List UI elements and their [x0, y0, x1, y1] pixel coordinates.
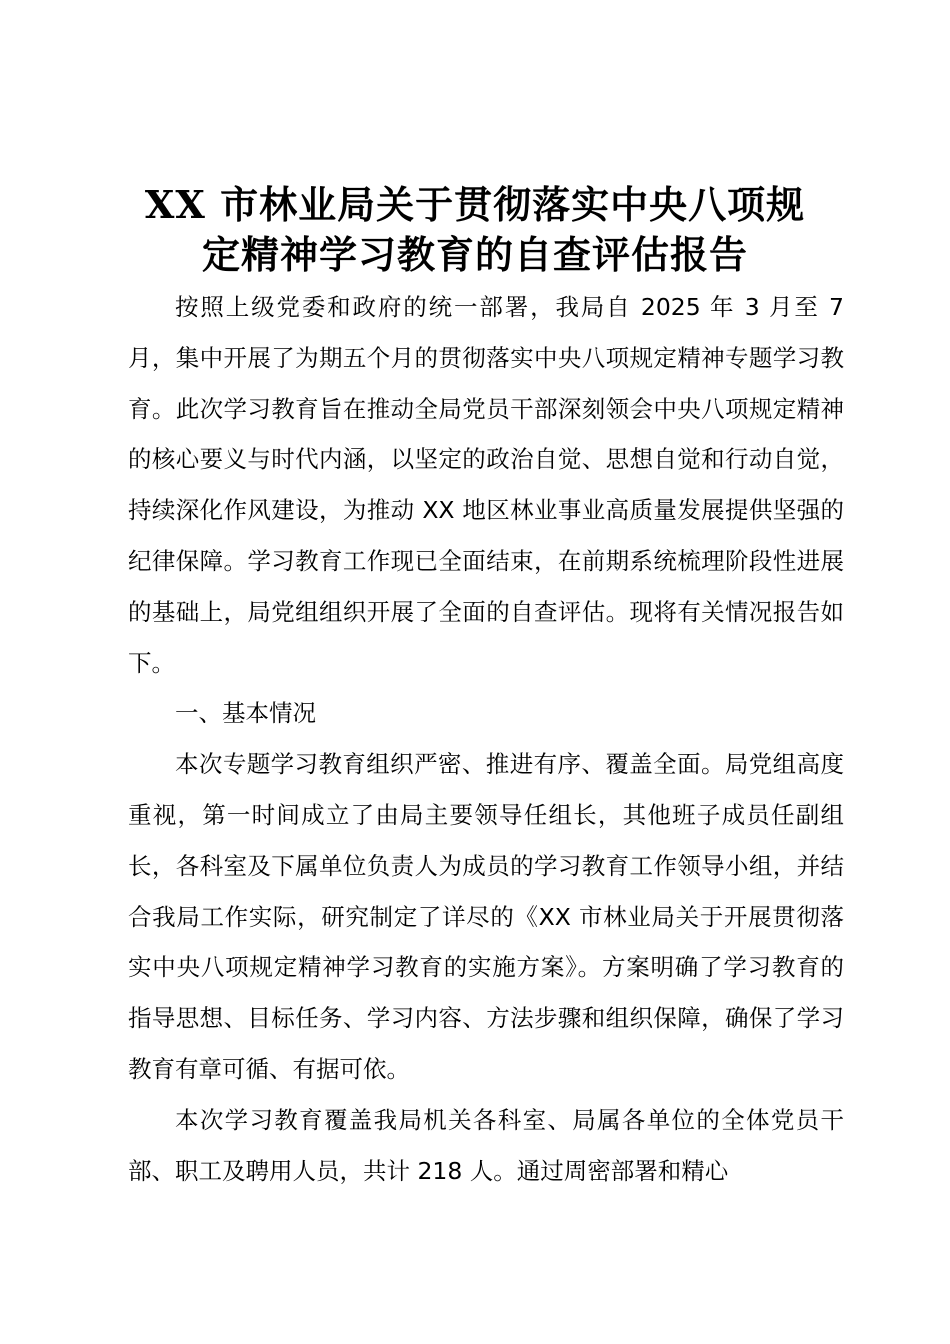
paragraph-intro: 按照上级党委和政府的统一部署，我局自 2025 年 3 月至 7 月，集中开展了为期五个月的贯彻落实中央八项规定精神专题学习教育。此次学习教育旨在推动全局党员干部深刻领会中央八项规定精神的核心要义与时代内涵，以坚定的政治自觉、思想自觉和行动自觉，持续深化作风建设，为推动 XX 地区林业事业高质量发展提供坚强的纪律保障。学习教育工作现已全面结束，在前期系统梳理阶段性进展的基础上，局党组组织开展了全面的自查评估。现将有关情况报告如下。	[128, 293, 844, 677]
title-line-2: 定精神学习教育的自查评估报告	[201, 232, 748, 277]
title-line-1: XX 市林业局关于贯彻落实中央八项规	[144, 182, 806, 227]
paragraph-organization: 本次专题学习教育组织严密、推进有序、覆盖全面。局党组高度重视，第一时间成立了由局主要领导任组长，其他班子成员任副组长，各科室及下属单位负责人为成员的学习教育工作领导小组，并结合我局工作实际，研究制定了详尽的《XX 市林业局关于开展贯彻落实中央八项规定精神学习教育的实施方案》。方案明确了学习教育的指导思想、目标任务、学习内容、方法步骤和组织保障，确保了学习教育有章可循、有据可依。	[128, 750, 844, 1083]
paragraph-coverage: 本次学习教育覆盖我局机关各科室、局属各单位的全体党员干部、职工及聘用人员，共计 218 人。通过周密部署和精心	[128, 1105, 844, 1185]
document-body	[128, 282, 844, 1196]
document-title	[100, 180, 850, 280]
section-heading-basic-situation: 一、基本情况	[175, 699, 316, 728]
